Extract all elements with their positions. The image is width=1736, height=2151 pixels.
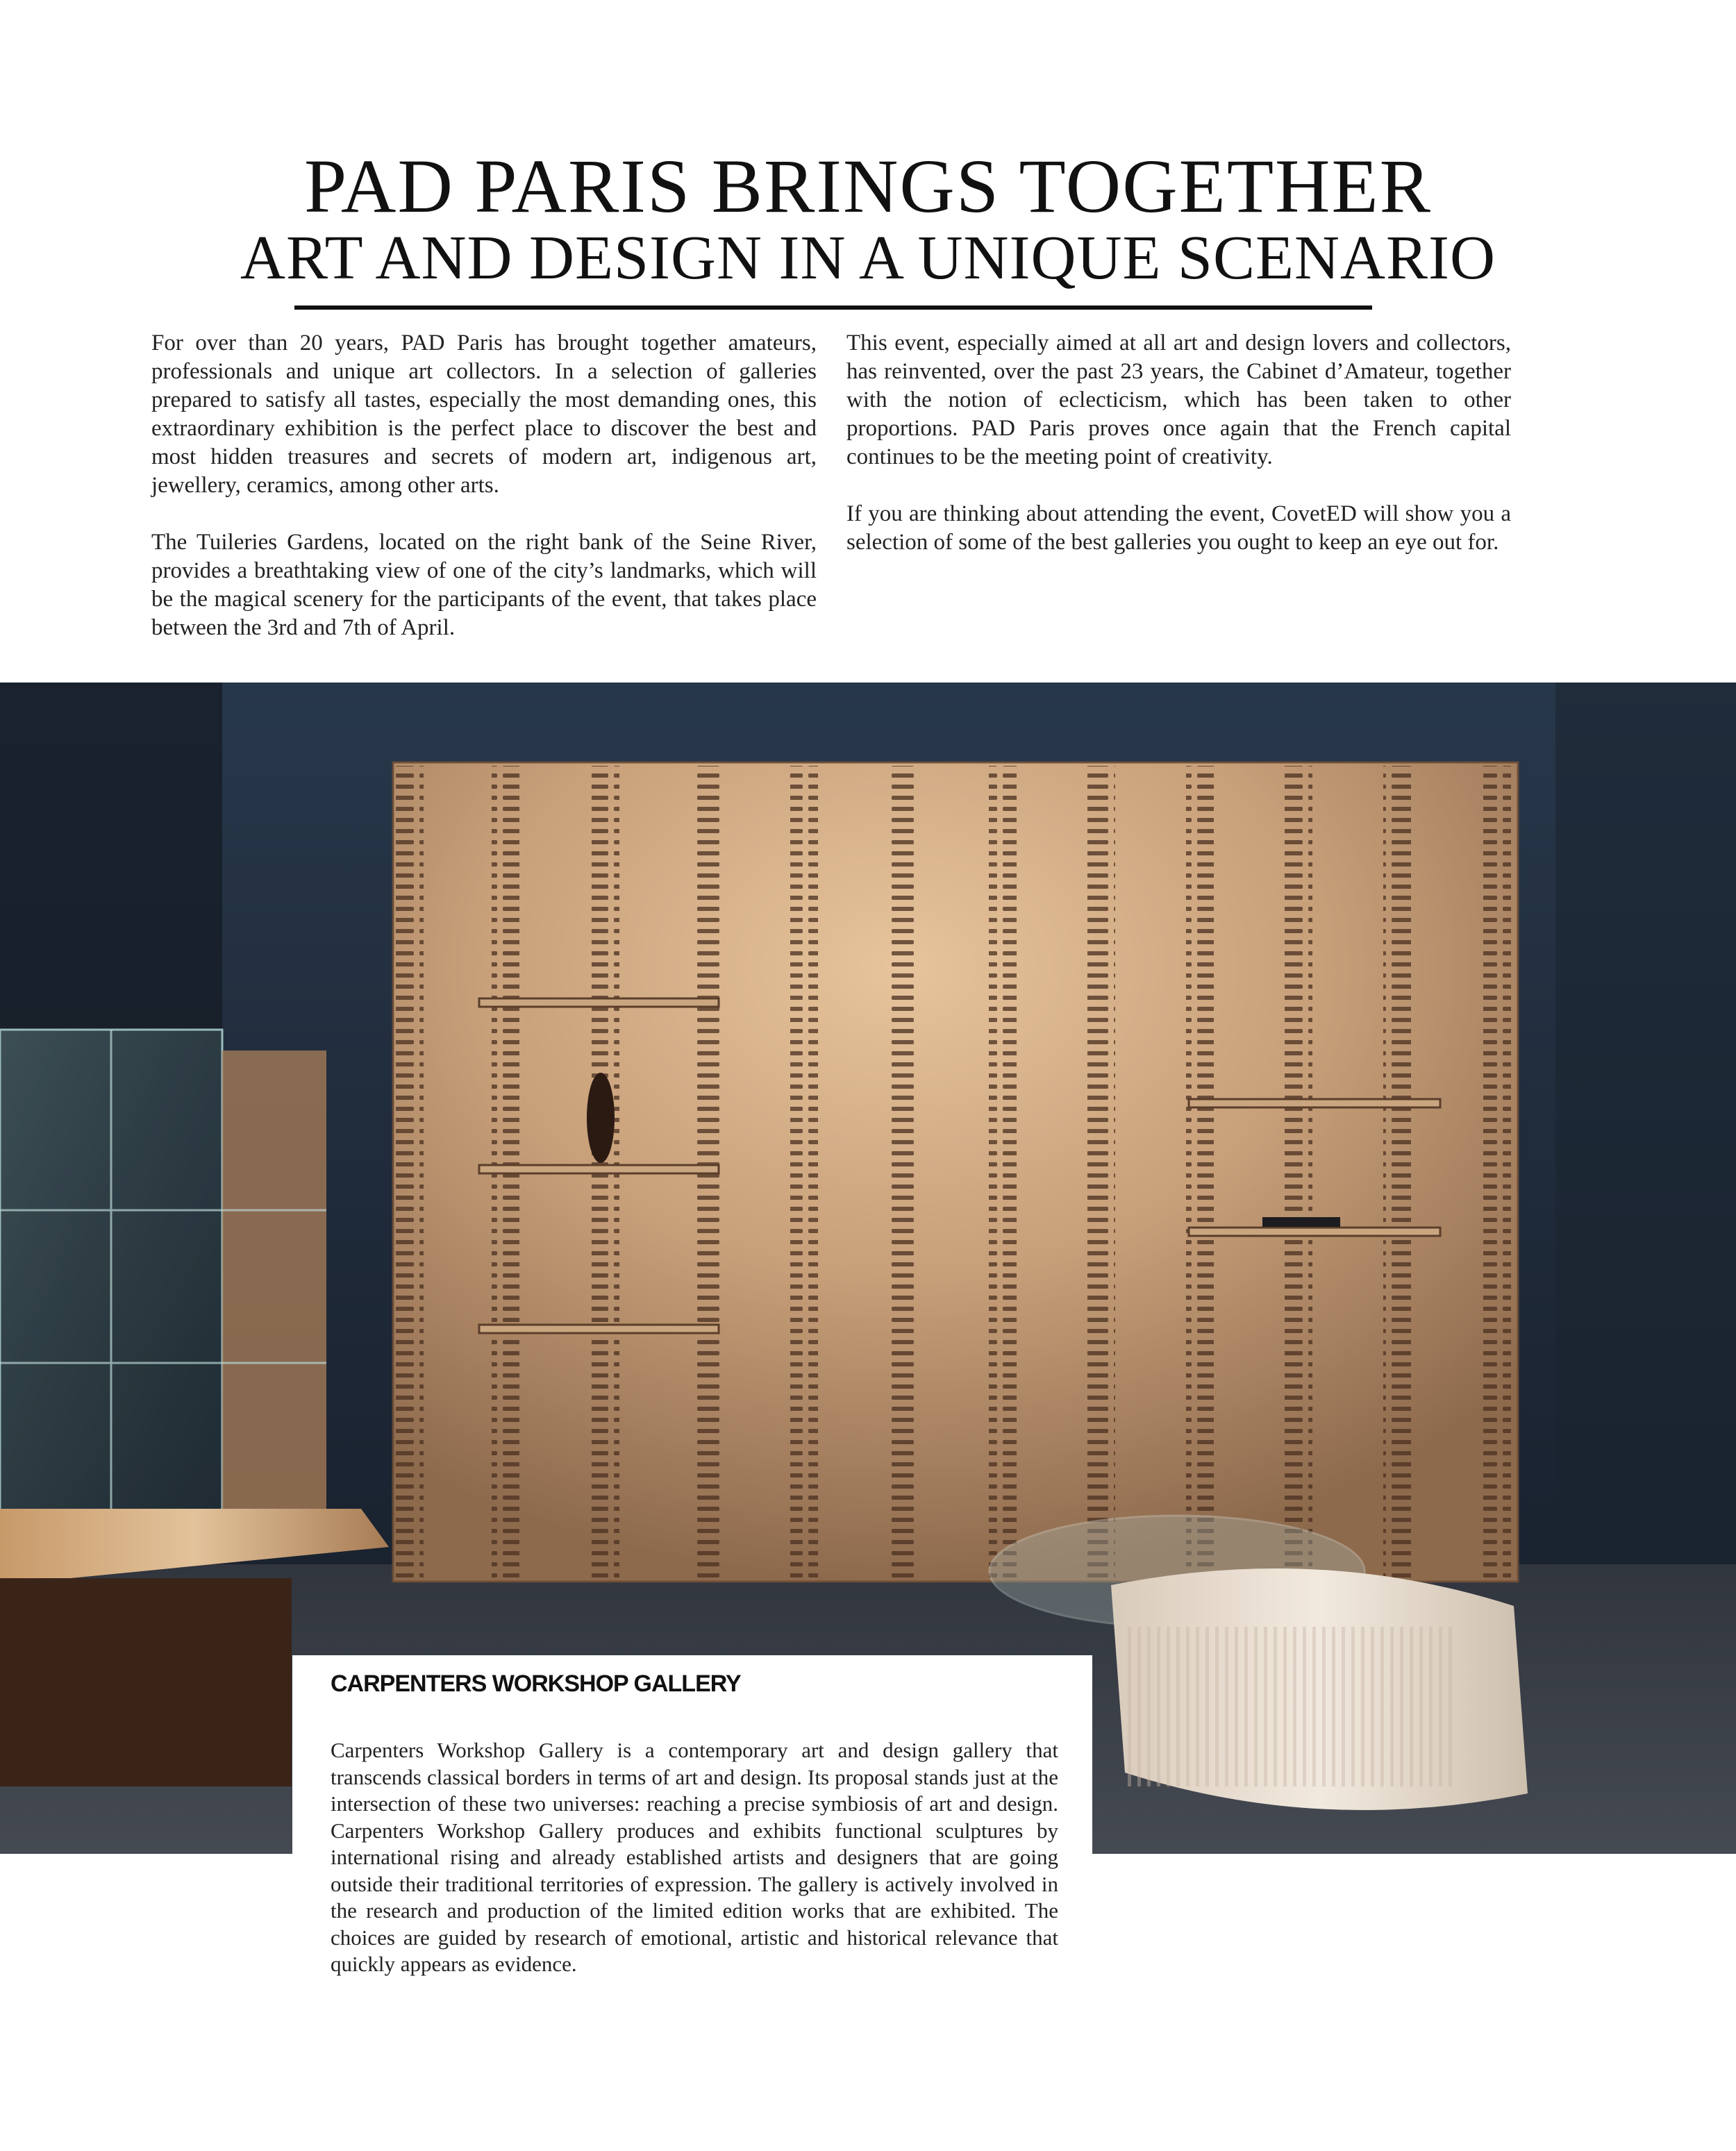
headline-line-1: PAD PARIS BRINGS TOGETHER: [303, 144, 1433, 228]
intro-paragraph: If you are thinking about attending the event, CovetED will show you a selection of some of the best galleries you ought to keep an eye out for.: [846, 501, 1511, 555]
feature-card: [292, 1655, 1092, 2030]
headline-divider: [294, 306, 1372, 310]
feature-body: Carpenters Workshop Gallery is a contemporary art and design gallery that transcends classical borders in terms of art and design. Its proposal stands just at the intersection of these two universes: reaching a precise symbiosis of art and design. Carpenters Workshop Gallery produces and exhibits functional sculptures by international rising and already established artists and designers that are going outside their traditional territories of expression. The gallery is actively involved in the research and production of the limited edition works that are exhibited. The choices are guided by research of emotional, artistic and historical relevance that quickly appears as evidence.: [331, 1738, 1058, 1976]
intro-paragraph: The Tuileries Gardens, located on the right bank of the Seine River, provides a breathtaking view of one of the city’s landmarks, which will be the magical scenery for the participants of the event, that takes place between the 3rd and 7th of April.: [151, 530, 817, 640]
headline-line-2: ART AND DESIGN IN A UNIQUE SCENARIO: [240, 224, 1496, 292]
intro-column-left: [151, 329, 817, 671]
intro-column-right: [846, 329, 1511, 585]
intro-paragraph: This event, especially aimed at all art and design lovers and collectors, has reinvented, over the past 23 years, the Cabinet d’Amateur, together with the notion of eclecticism, which has been taken to other proportions. PAD Paris proves once again that the French capital continues to be the meeting point of creativity.: [846, 330, 1511, 469]
intro-paragraph: For over than 20 years, PAD Paris has brought together amateurs, professionals and unique art collectors. In a selection of galleries prepared to satisfy all tastes, especially the most demanding ones, this extraordinary exhibition is the perfect place to discover the best and most hidden treasures and secrets of modern art, indigenous art, jewellery, ceramics, among other arts.: [151, 330, 817, 498]
feature-title: CARPENTERS WORKSHOP GALLERY: [331, 1671, 741, 1697]
